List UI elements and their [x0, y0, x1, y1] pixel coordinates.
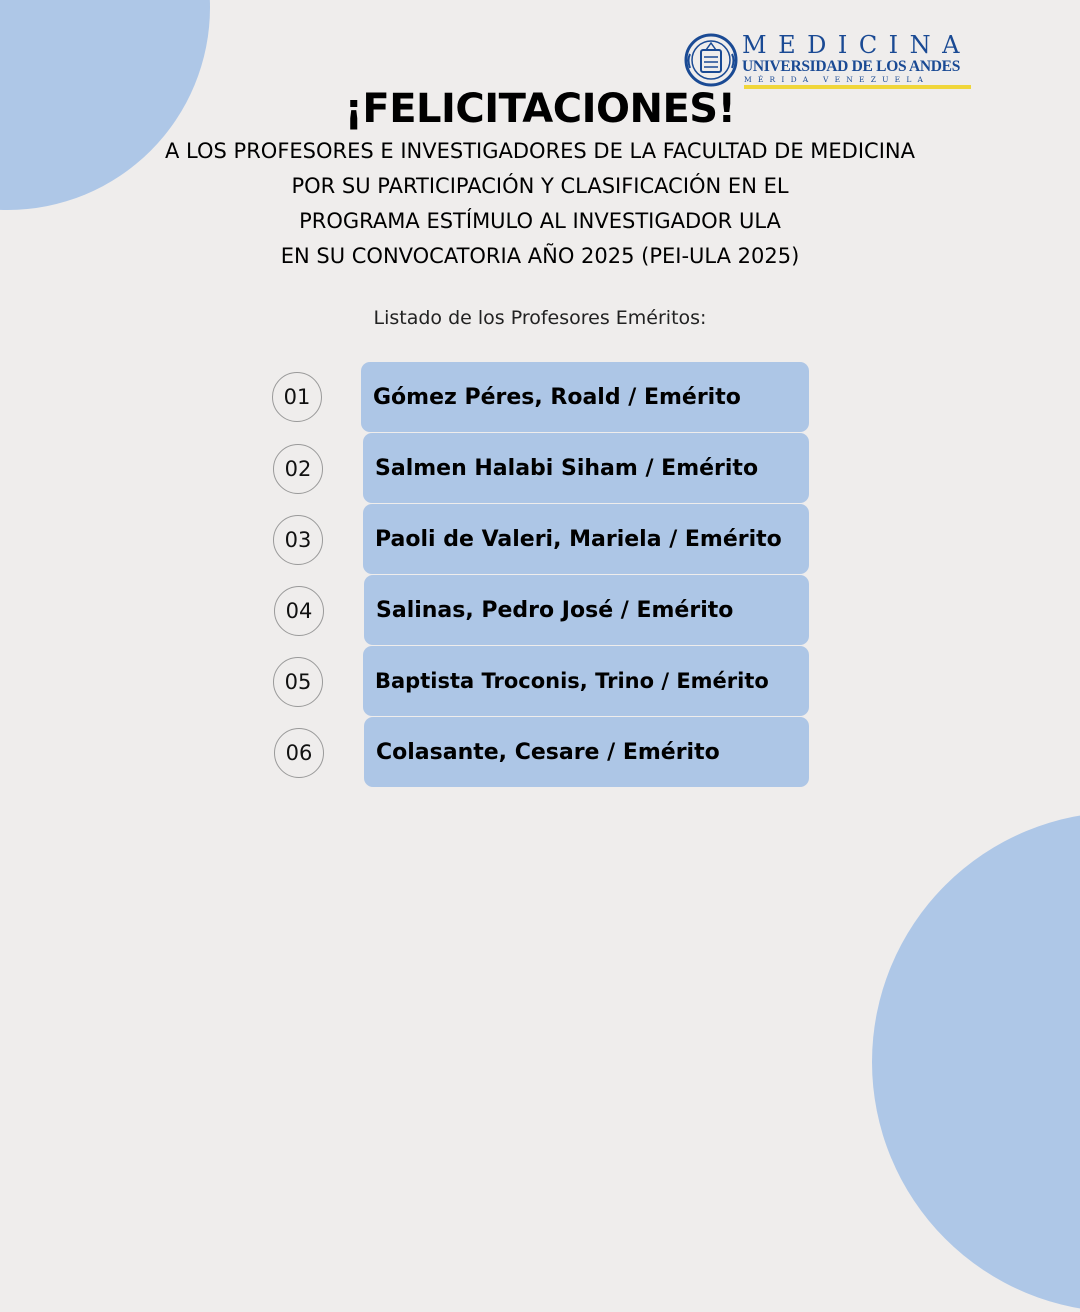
item-number-badge: 02 — [273, 444, 323, 494]
item-number-badge: 01 — [272, 372, 322, 422]
decorative-circle-bottom-right — [872, 812, 1080, 1312]
item-number-badge: 06 — [274, 728, 324, 778]
list-item — [0, 504, 1080, 574]
list-item — [0, 575, 1080, 645]
subtitle — [0, 134, 1080, 274]
subtitle-line: A LOS PROFESORES E INVESTIGADORES DE LA FACULTAD DE MEDICINA — [165, 139, 915, 163]
medicina-ula-logo — [684, 30, 974, 92]
list-item — [0, 362, 1080, 432]
list-caption: Listado de los Profesores Eméritos: — [373, 307, 707, 329]
professor-card: Paoli de Valeri, Mariela / Emérito — [363, 504, 809, 574]
subtitle-line: PROGRAMA ESTÍMULO AL INVESTIGADOR ULA — [299, 209, 781, 233]
logo-location-text: MÉRIDA VENEZUELA — [744, 75, 930, 84]
item-number-badge: 05 — [273, 657, 323, 707]
subtitle-line: EN SU CONVOCATORIA AÑO 2025 (PEI-ULA 2025) — [280, 244, 800, 268]
list-item — [0, 646, 1080, 716]
item-number-badge: 04 — [274, 586, 324, 636]
professor-card: Colasante, Cesare / Emérito — [364, 717, 809, 787]
professor-card: Salinas, Pedro José / Emérito — [364, 575, 809, 645]
list-item — [0, 433, 1080, 503]
professor-card: Baptista Troconis, Trino / Emérito — [363, 646, 809, 716]
professor-card: Gómez Péres, Roald / Emérito — [361, 362, 809, 432]
item-number-badge: 03 — [273, 515, 323, 565]
university-seal-icon — [684, 30, 738, 90]
page-title: ¡FELICITACIONES! — [344, 86, 736, 132]
subtitle-line: POR SU PARTICIPACIÓN Y CLASIFICACIÓN EN EL — [291, 174, 789, 198]
logo-university-text: UNIVERSIDAD DE LOS ANDES — [742, 58, 961, 75]
list-item — [0, 717, 1080, 787]
professor-card: Salmen Halabi Siham / Emérito — [363, 433, 809, 503]
logo-medicina-text: MEDICINA — [742, 31, 971, 59]
